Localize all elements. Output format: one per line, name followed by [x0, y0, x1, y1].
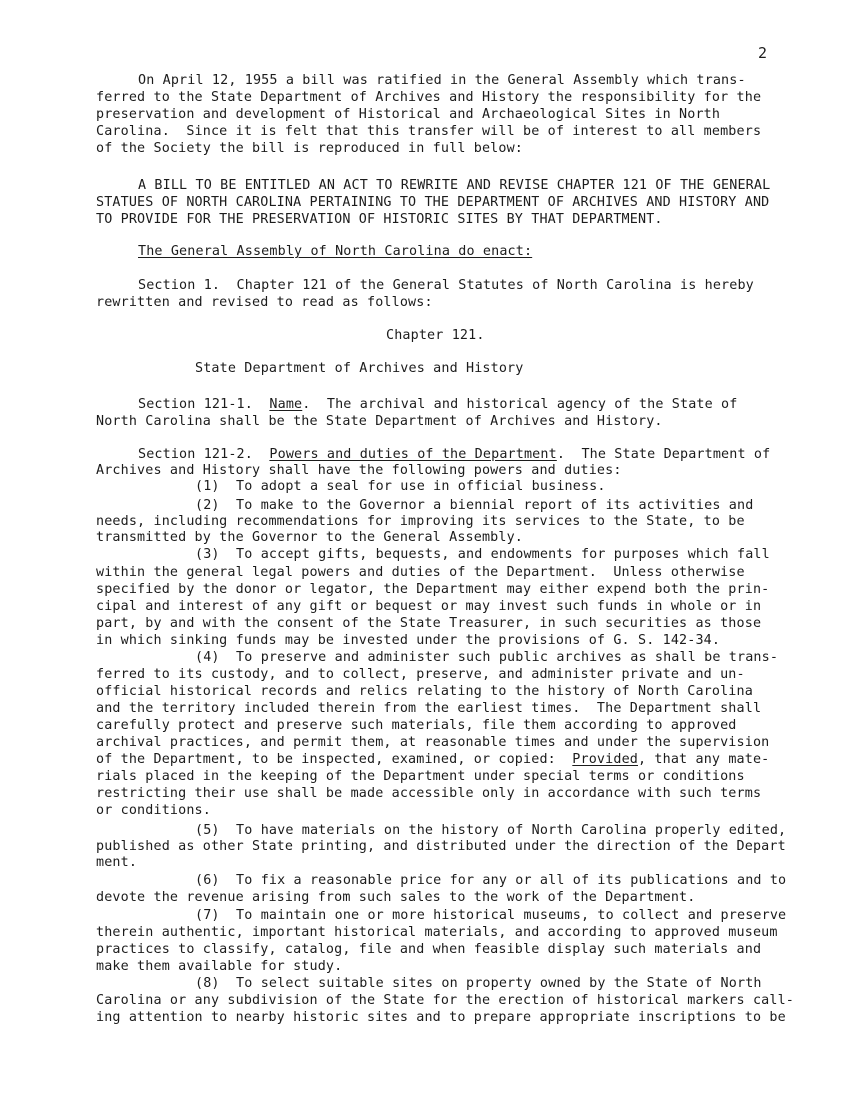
- proviso-text: of the Department, to be inspected, examined, or copied:: [96, 752, 573, 767]
- item-3-line: in which sinking funds may be invested under the provisions of G. S. 142-34.: [96, 633, 721, 648]
- item-5: (5) To have materials on the history of North Carolina properly edited,: [195, 823, 787, 838]
- intro-line: Carolina. Since it is felt that this transfer will be of interest to all members: [96, 124, 762, 139]
- section-heading: Powers and duties of the Department: [269, 447, 557, 462]
- item-3-line: part, by and with the consent of the State Treasurer, in such securities as those: [96, 616, 762, 631]
- item-3-line: within the general legal powers and duties of the Department. Unless otherwise: [96, 565, 745, 580]
- section-121-2-line: Archives and History shall have the following powers and duties:: [96, 463, 622, 478]
- item-1: (1) To adopt a seal for use in official business.: [195, 479, 606, 494]
- section-label: Section 121-2.: [138, 447, 270, 462]
- bill-title-line: A BILL TO BE ENTITLED AN ACT TO REWRITE AND REVISE CHAPTER 121 OF THE GENERAL: [138, 178, 771, 193]
- section-text: . The archival and historical agency of the State of: [302, 397, 738, 412]
- intro-line: of the Society the bill is reproduced in full below:: [96, 141, 524, 156]
- section-121-1-line: North Carolina shall be the State Department of Archives and History.: [96, 414, 663, 429]
- item-4: (4) To preserve and administer such public archives as shall be trans-: [195, 650, 779, 665]
- item-4-line: and the territory included therein from the earliest times. The Department shall: [96, 701, 762, 716]
- item-6: (6) To fix a reasonable price for any or all of its publications and to: [195, 873, 787, 888]
- item-7-line: make them available for study.: [96, 959, 343, 974]
- bill-title-line: TO PROVIDE FOR THE PRESERVATION OF HISTORIC SITES BY THAT DEPARTMENT.: [96, 212, 663, 227]
- item-3-line: specified by the donor or legator, the Department may either expend both the prin-: [96, 582, 770, 597]
- item-2-line: needs, including recommendations for improving its services to the State, to be: [96, 514, 745, 529]
- proviso-word: Provided: [572, 752, 638, 767]
- item-4-line: restricting their use shall be made accessible only in accordance with such terms: [96, 786, 762, 801]
- section-121-1-line: [138, 396, 737, 413]
- section-heading: Name: [269, 397, 303, 412]
- item-4-line: official historical records and relics relating to the history of North Carolina: [96, 684, 753, 699]
- item-4-line: rials placed in the keeping of the Department under special terms or conditions: [96, 769, 745, 784]
- section1-line: rewritten and revised to read as follows:: [96, 295, 433, 310]
- item-3: (3) To accept gifts, bequests, and endowments for purposes which fall: [195, 547, 770, 562]
- section-label: Section 121-1.: [138, 397, 270, 412]
- item-4-line: or conditions.: [96, 803, 211, 818]
- enacting-clause: The General Assembly of North Carolina do enact:: [138, 244, 533, 259]
- item-5-line: ment.: [96, 855, 138, 870]
- item-4-proviso-line: [96, 751, 769, 768]
- bill-title-line: STATUES OF NORTH CAROLINA PERTAINING TO THE DEPARTMENT OF ARCHIVES AND HISTORY AND: [96, 195, 770, 210]
- item-2: (2) To make to the Governor a biennial report of its activities and: [195, 498, 754, 513]
- section-121-2-line: [138, 446, 770, 463]
- item-8-line: Carolina or any subdivision of the State for the erection of historical markers call-: [96, 993, 795, 1008]
- intro-line: preservation and development of Historical and Archaeological Sites in North: [96, 107, 721, 122]
- item-4-line: ferred to its custody, and to collect, preserve, and administer private and un-: [96, 667, 745, 682]
- item-8: (8) To select suitable sites on property owned by the State of North: [195, 976, 762, 991]
- intro-line: ferred to the State Department of Archives and History the responsibility for the: [96, 90, 762, 105]
- item-7: (7) To maintain one or more historical museums, to collect and preserve: [195, 908, 787, 923]
- item-6-line: devote the revenue arising from such sales to the work of the Department.: [96, 890, 696, 905]
- intro-line: On April 12, 1955 a bill was ratified in the General Assembly which trans-: [138, 73, 746, 88]
- chapter-title: State Department of Archives and History: [195, 361, 524, 376]
- item-7-line: therein authentic, important historical materials, and according to approved museum: [96, 925, 778, 940]
- item-7-line: practices to classify, catalog, file and when feasible display such materials and: [96, 942, 762, 957]
- item-2-line: transmitted by the Governor to the General Assembly.: [96, 530, 524, 545]
- item-8-line: ing attention to nearby historic sites and to prepare appropriate inscriptions to be: [96, 1010, 786, 1025]
- proviso-text: , that any mate-: [638, 752, 770, 767]
- item-5-line: published as other State printing, and distributed under the direction of the Depart: [96, 839, 786, 854]
- item-4-line: archival practices, and permit them, at reasonable times and under the supervision: [96, 735, 770, 750]
- section1-line: Section 1. Chapter 121 of the General Statutes of North Carolina is hereby: [138, 278, 754, 293]
- item-3-line: cipal and interest of any gift or bequest or may invest such funds in whole or in: [96, 599, 762, 614]
- page-number: 2: [758, 44, 768, 62]
- section-text: . The State Department of: [556, 447, 771, 462]
- item-4-line: carefully protect and preserve such materials, file them according to approved: [96, 718, 737, 733]
- chapter-heading: Chapter 121.: [386, 328, 485, 343]
